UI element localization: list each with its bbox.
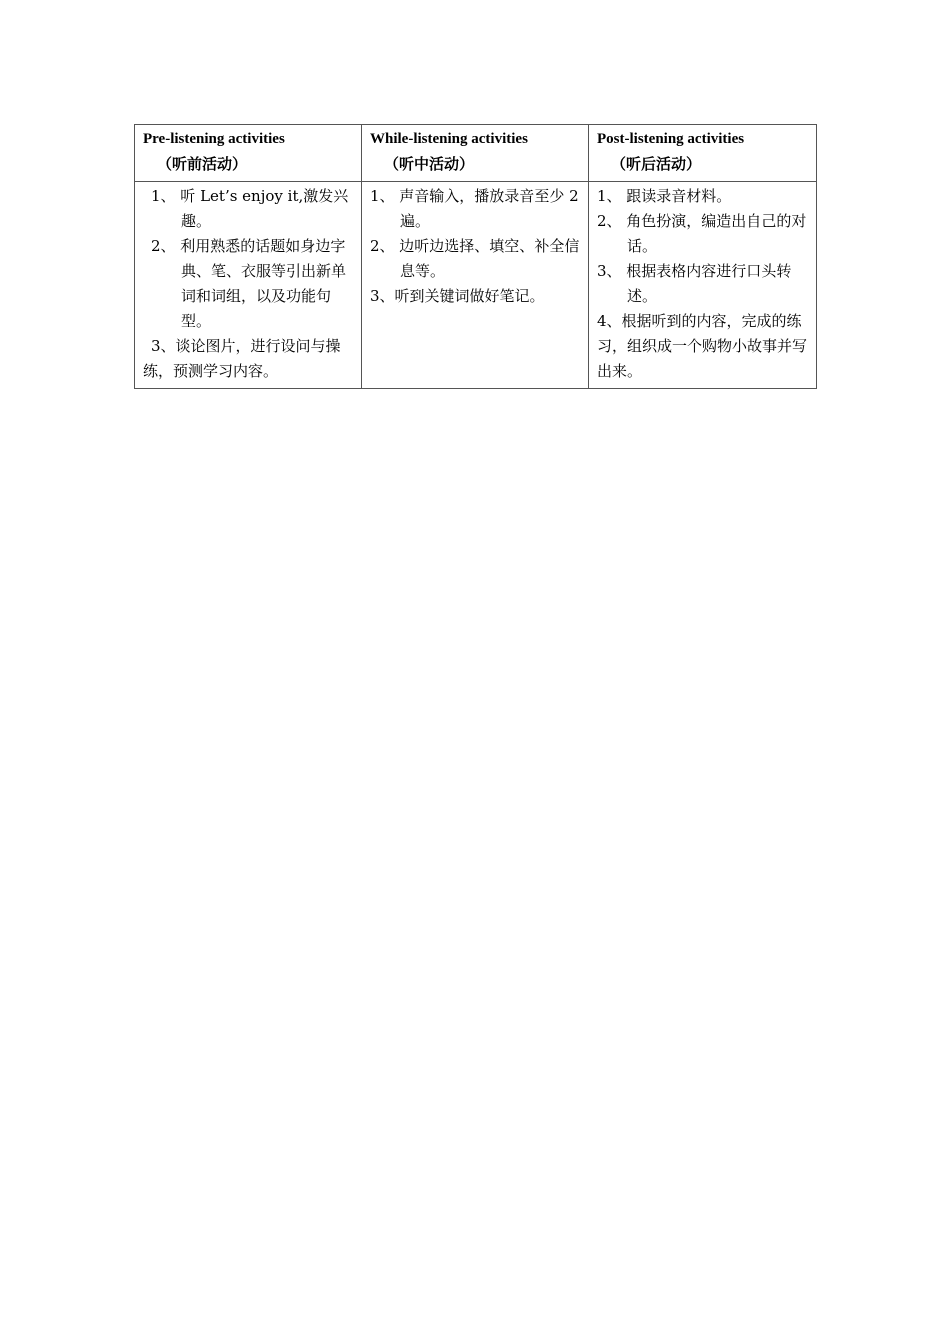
header-cell-while: [362, 125, 589, 182]
header-while-en: While-listening activities: [370, 131, 528, 147]
header-cell-pre: [135, 125, 362, 182]
pre-item-2: 2、 利用熟悉的话题如身边字典、笔、衣服等引出新单词和词组，以及功能句型。: [151, 237, 347, 330]
while-item-1: 1、 声音输入，播放录音至少 2 遍。: [370, 187, 579, 230]
table-body-row: [135, 182, 817, 389]
activities-table: [134, 124, 817, 389]
header-cell-post: [589, 125, 817, 182]
pre-activities-cell: [135, 182, 362, 389]
post-item-4: 4、根据听到的内容，完成的练习，组织成一个购物小故事并写出来。: [597, 312, 808, 380]
header-pre-en: Pre-listening activities: [143, 131, 285, 147]
header-post-zh: （听后活动）: [611, 155, 702, 173]
post-item-3: 3、 根据表格内容进行口头转述。: [597, 262, 792, 305]
pre-item-3: 3、谈论图片，进行设问与操练，预测学习内容。: [143, 337, 341, 380]
post-item-2: 2、 角色扮演，编造出自己的对话。: [597, 212, 807, 255]
while-activities-cell: [362, 182, 589, 389]
header-post-en: Post-listening activities: [597, 131, 745, 147]
table-header-row: [135, 125, 817, 182]
post-activities-cell: [589, 182, 817, 389]
pre-item-1: 1、 听 Let’s enjoy it,激发兴趣。: [151, 187, 349, 230]
header-pre-zh: （听前活动）: [157, 155, 248, 173]
while-item-3: 3、听到关键词做好笔记。: [370, 287, 545, 305]
header-while-zh: （听中活动）: [384, 155, 475, 173]
while-item-2: 2、 边听边选择、填空、补全信息等。: [370, 237, 580, 280]
post-item-1: 1、 跟读录音材料。: [597, 187, 732, 205]
